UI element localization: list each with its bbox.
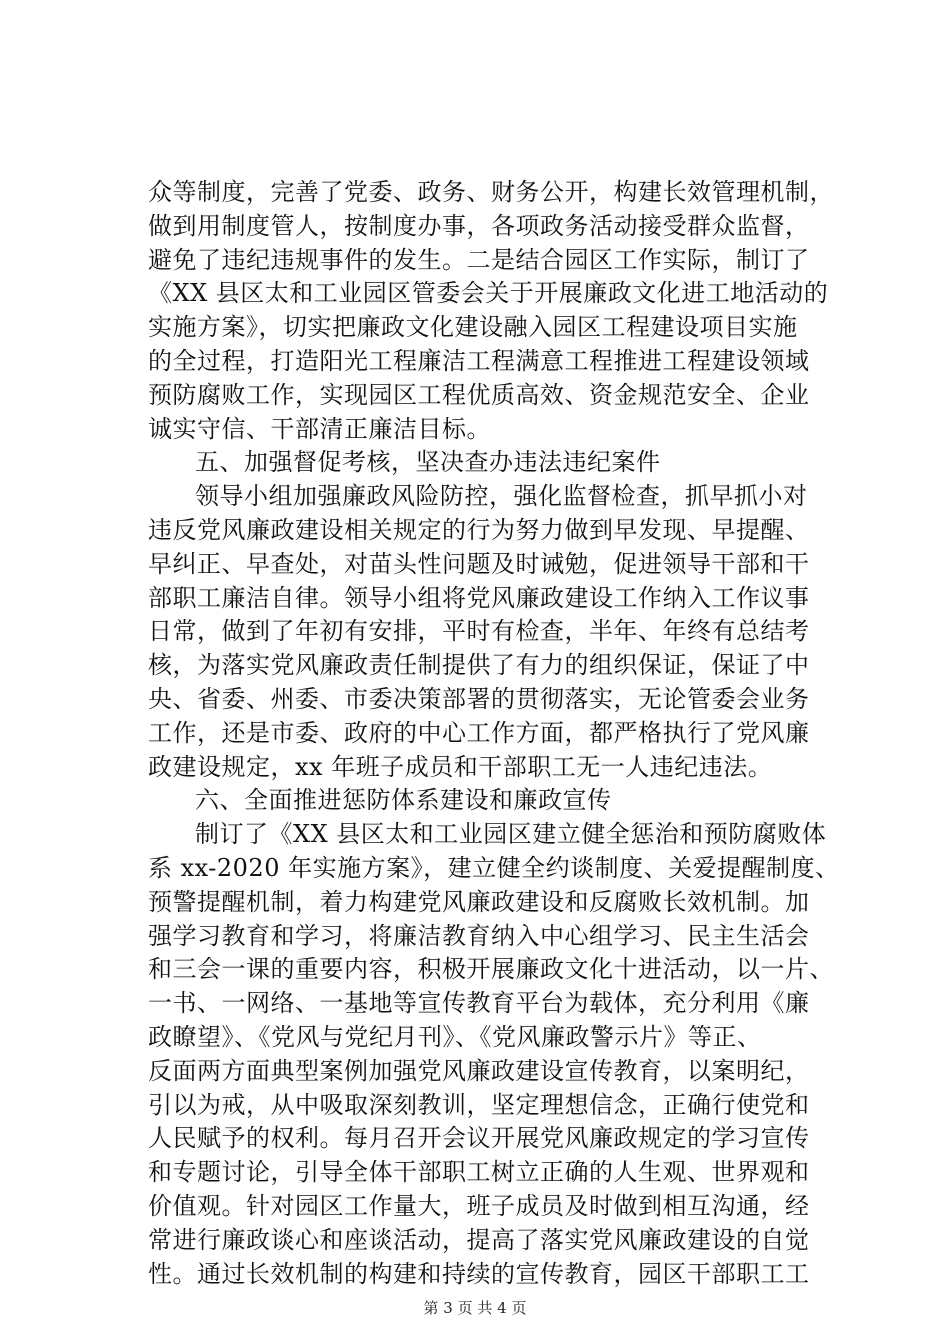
text-line: 核，为落实党风廉政责任制提供了有力的组织保证，保证了中: [148, 651, 810, 680]
text-line: 反面两方面典型案例加强党风廉政建设宣传教育，以案明纪，: [148, 1056, 810, 1085]
text-line: 价值观。针对园区工作量大，班子成员及时做到相互沟通，经: [148, 1191, 810, 1220]
text-line: 人民赋予的权利。每月召开会议开展党风廉政规定的学习宣传: [148, 1124, 810, 1153]
text-line: 政瞭望》、《党风与党纪月刊》、《党风廉政警示片》等正、: [148, 1022, 762, 1051]
text-line: 众等制度，完善了党委、政务、财务公开，构建长效管理机制，: [148, 178, 834, 206]
text-line: 预警提醒机制，着力构建党风廉政建设和反腐败长效机制。加: [148, 887, 810, 916]
text-line: 违反党风廉政建设相关规定的行为努力做到早发现、早提醒、: [148, 515, 810, 544]
text-line: 领导小组加强廉政风险防控，强化监督检查，抓早抓小对: [195, 482, 808, 511]
text-line: 的全过程，打造阳光工程廉洁工程满意工程推进工程建设领域: [148, 346, 810, 375]
text-line: 工作，还是市委、政府的中心工作方面，都严格执行了党风廉: [148, 718, 810, 747]
text-line: 《XX 县区太和工业园区管委会关于开展廉政文化进工地活动的: [148, 279, 829, 308]
section-heading: 五、加强督促考核，坚决查办违法违纪案件: [195, 448, 661, 477]
text-line: 诚实守信、干部清正廉洁目标。: [148, 414, 491, 443]
text-line: 性。通过长效机制的构建和持续的宣传教育，园区干部职工工: [148, 1259, 810, 1288]
text-line: 引以为戒，从中吸取深刻教训，坚定理想信念，正确行使党和: [148, 1090, 810, 1119]
section-heading: 六、全面推进惩防体系建设和廉政宣传: [195, 786, 612, 815]
text-line: 强学习教育和学习，将廉洁教育纳入中心组学习、民主生活会: [148, 921, 810, 950]
text-line: 早纠正、早查处，对苗头性问题及时诫勉，促进领导干部和干: [148, 549, 810, 578]
text-line: 实施方案》，切实把廉政文化建设融入园区工程建设项目实施: [148, 313, 798, 342]
text-line: 央、省委、州委、市委决策部署的贯彻落实，无论管委会业务: [148, 684, 810, 713]
text-line: 和专题讨论，引导全体干部职工树立正确的人生观、世界观和: [148, 1158, 810, 1187]
text-line: 政建设规定，xx 年班子成员和干部职工无一人违纪违法。: [148, 752, 773, 781]
page-number-footer: 第 3 页 共 4 页: [423, 1299, 527, 1317]
text-line: 制订了《XX 县区太和工业园区建立健全惩治和预防腐败体: [195, 820, 827, 849]
text-line: 系 xx-2020 年实施方案》，建立健全约谈制度、关爱提醒制度、: [148, 853, 840, 882]
text-line: 避免了违纪违规事件的发生。二是结合园区工作实际，制订了: [148, 245, 810, 274]
text-line: 做到用制度管人，按制度办事，各项政务活动接受群众监督，: [148, 211, 810, 240]
text-line: 一书、一网络、一基地等宣传教育平台为载体，充分利用《廉: [148, 989, 810, 1018]
text-line: 和三会一课的重要内容，积极开展廉政文化十进活动，以一片、: [148, 955, 834, 984]
text-line: 日常，做到了年初有安排，平时有检查，半年、年终有总结考: [148, 617, 810, 646]
text-line: 常进行廉政谈心和座谈活动，提高了落实党风廉政建设的自觉: [148, 1225, 810, 1254]
text-line: 预防腐败工作，实现园区工程优质高效、资金规范安全、企业: [148, 380, 810, 409]
text-line: 部职工廉洁自律。领导小组将党风廉政建设工作纳入工作议事: [148, 583, 810, 612]
document-body: [148, 176, 840, 1291]
